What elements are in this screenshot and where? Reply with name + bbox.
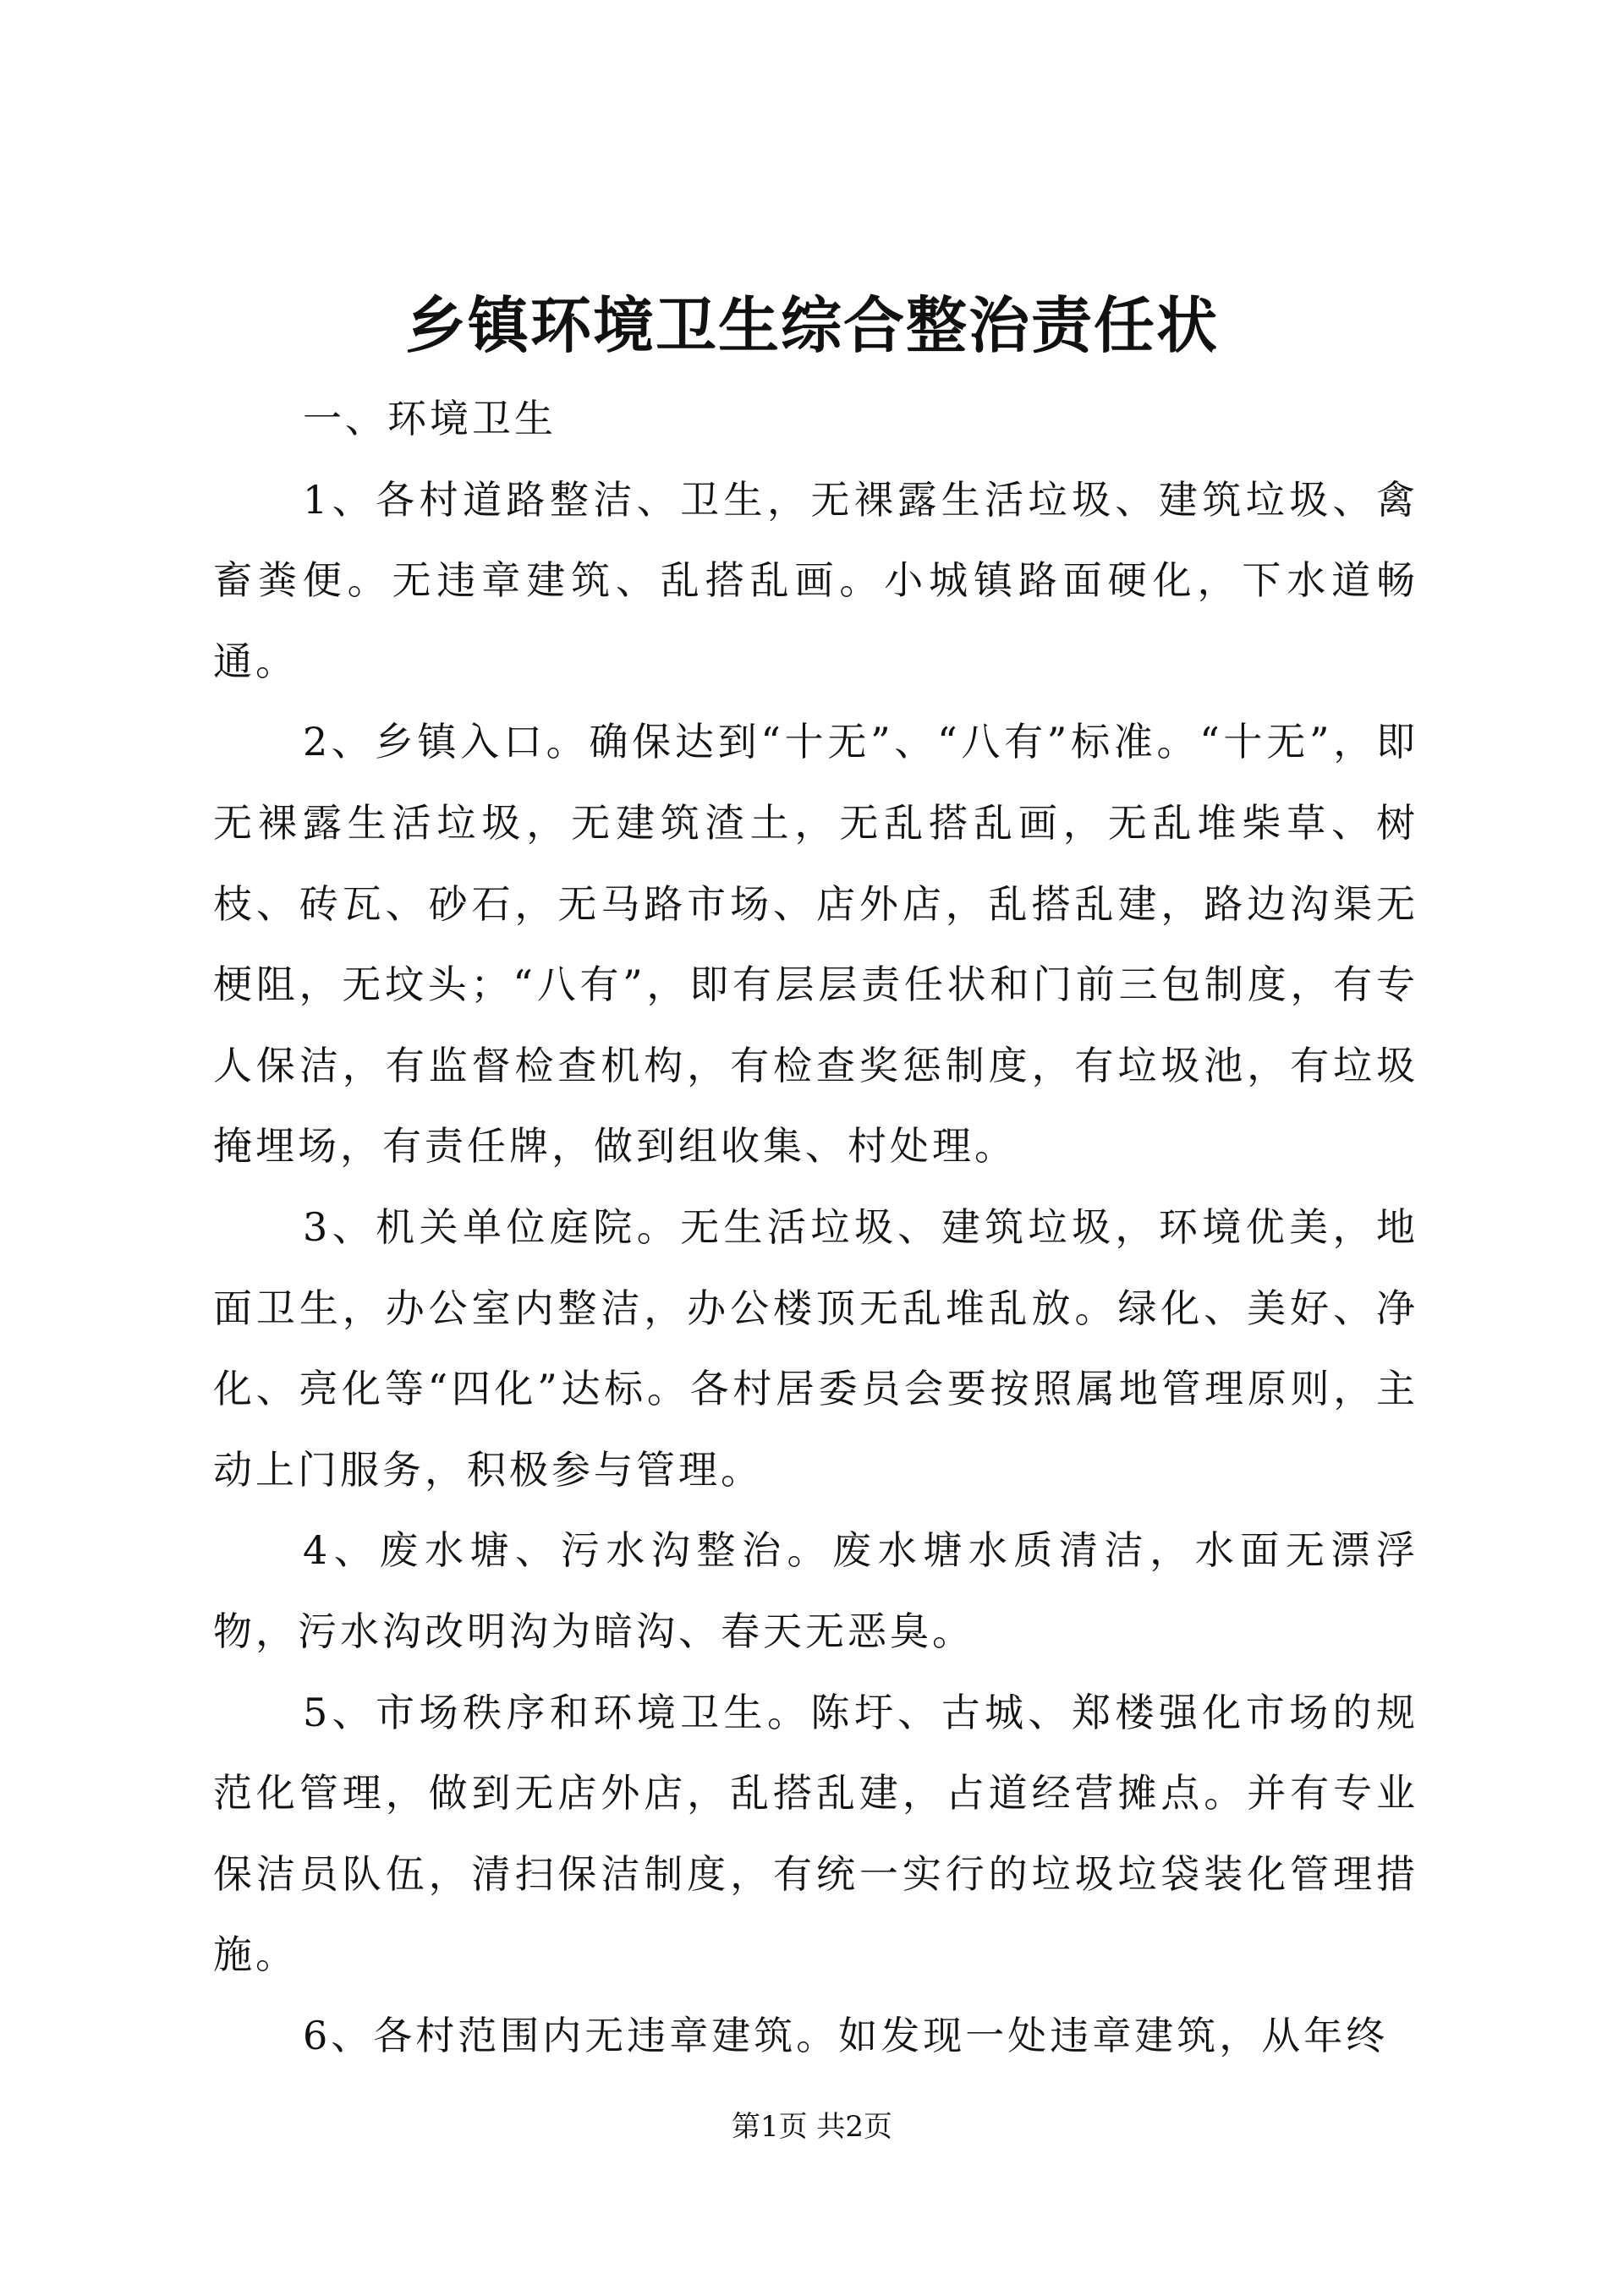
paragraph-item-5: 5、市场秩序和环境卫生。陈圩、古城、郑楼强化市场的规范化管理，做到无店外店，乱搭乱建，占道经营摊点。并有专业保洁员队伍，清扫保洁制度，有统一实行的垃圾垃袋装化管理措施。 (213, 1689, 1418, 1978)
paragraph-item-3: 3、机关单位庭院。无生活垃圾、建筑垃圾，环境优美，地面卫生，办公室内整洁，办公楼顶无乱堆乱放。绿化、美好、净化、亮化等“四化”达标。各村居委员会要按照属地管理原则，主动上门服务，积极参与管理。 (213, 1203, 1418, 1493)
page-footer: 第1页 共2页 (731, 2110, 893, 2144)
paragraph-item-4: 4、废水塘、污水沟整治。废水塘水质清洁，水面无漂浮物，污水沟改明沟为暗沟、春天无恶臭。 (213, 1527, 1418, 1654)
document-title: 乡镇环境卫生综合整治责任状 (404, 289, 1219, 361)
section-heading: 一、环境卫生 (303, 396, 557, 441)
paragraph-item-6: 6、各村范围内无违章建筑。如发现一处违章建筑，从年终 (303, 2012, 1389, 2058)
document-body (213, 379, 1418, 2076)
paragraph-item-1: 1、各村道路整洁、卫生，无裸露生活垃圾、建筑垃圾、禽畜粪便。无违章建筑、乱搭乱画。小城镇路面硬化，下水道畅通。 (213, 476, 1418, 684)
paragraph-item-2: 2、乡镇入口。确保达到“十无”、“八有”标准。“十无”，即无裸露生活垃圾，无建筑渣土，无乱搭乱画，无乱堆柴草、树枝、砖瓦、砂石，无马路市场、店外店，乱搭乱建，路边沟渠无梗阻，无坟头；“八有”，即有层层责任状和门前三包制度，有专人保洁，有监督检查机构，有检查奖惩制度，有垃圾池，有垃圾掩埋场，有责任牌，做到组收集、村处理。 (213, 719, 1418, 1170)
